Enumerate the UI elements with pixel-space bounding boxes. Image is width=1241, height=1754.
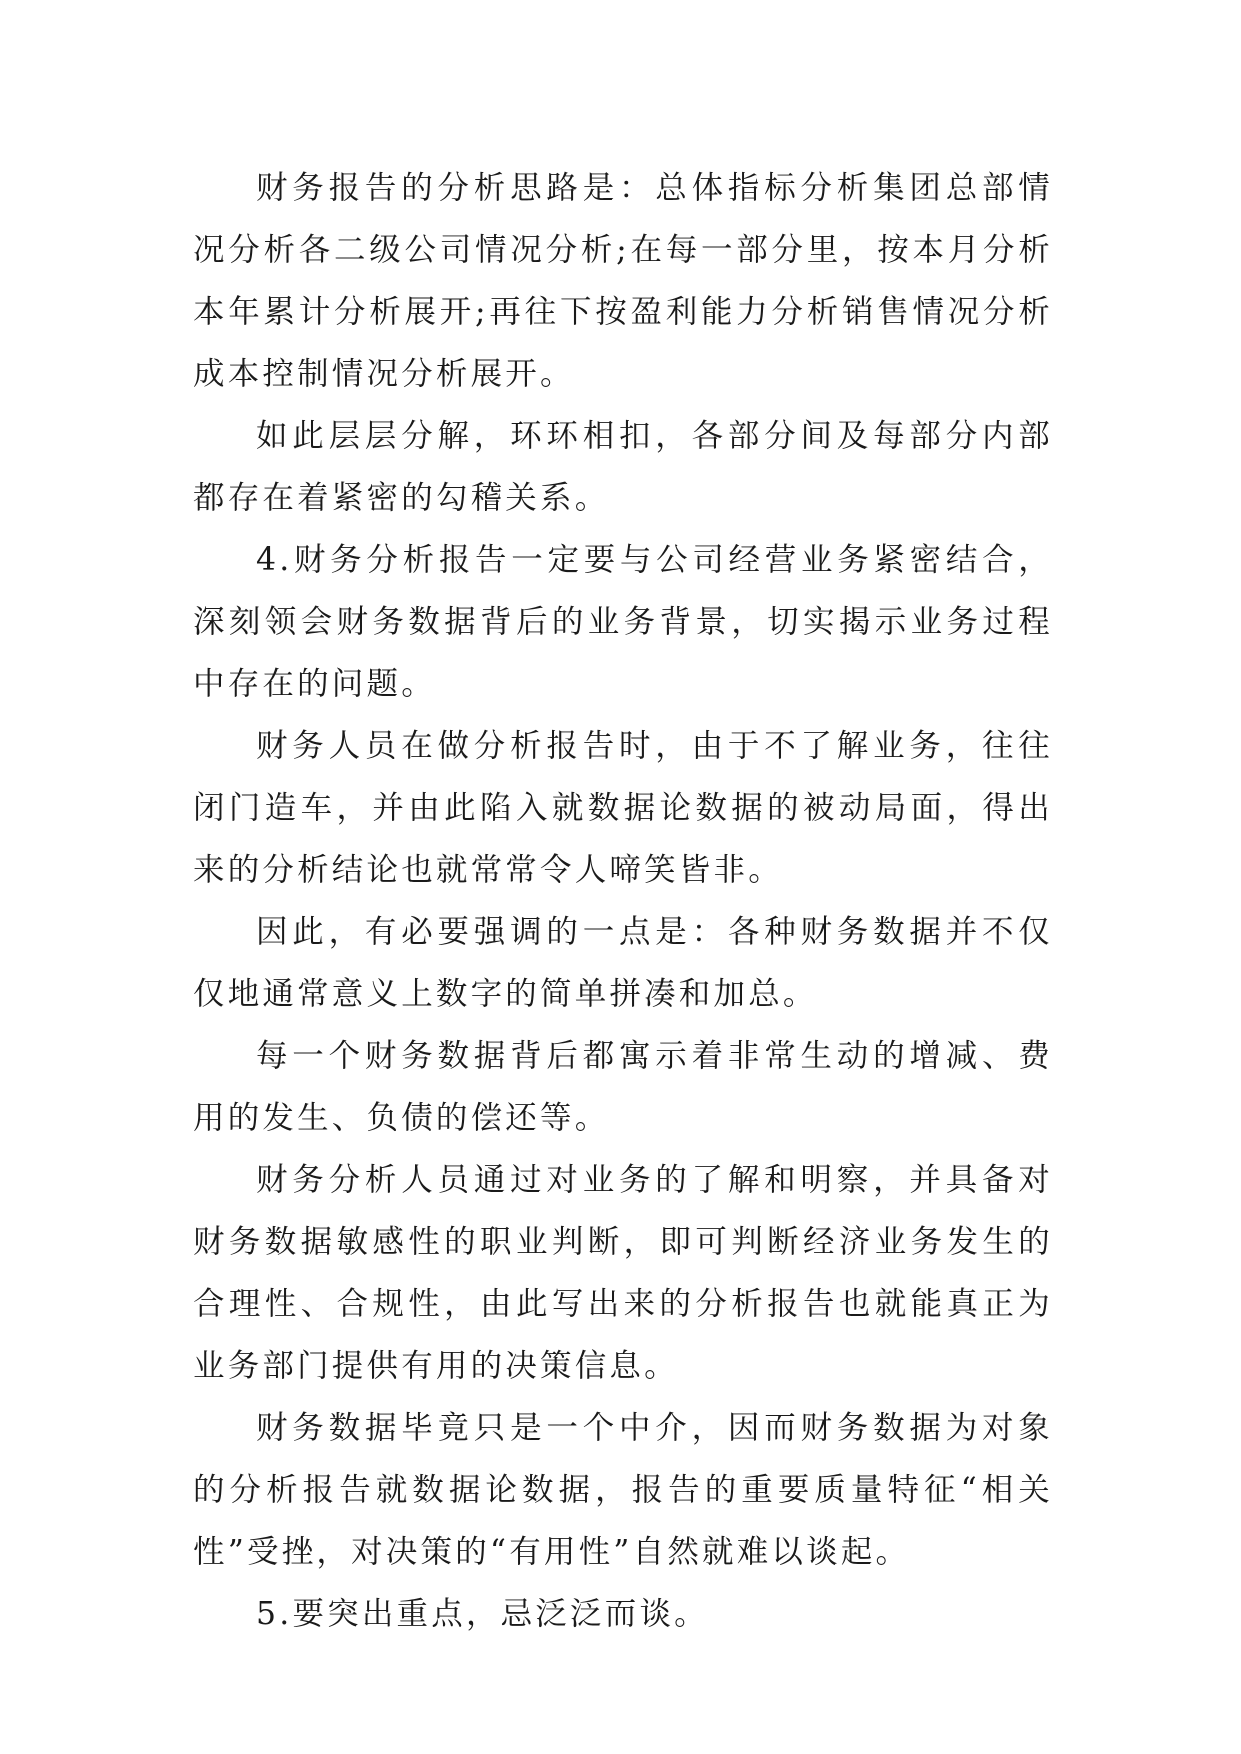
paragraph-staff-understanding: 财务人员在做分析报告时，由于不了解业务，往往闭门造车，并由此陷入就数据论数据的被动局面，得出来的分析结论也就常常令人啼笑皆非。 (193, 728, 1053, 888)
document-body (193, 157, 1053, 1645)
paragraph-analyst-judgement: 财务分析人员通过对业务的了解和明察，并具备对财务数据敏感性的职业判断，即可判断经济业务发生的合理性、合规性，由此写出来的分析报告也就能真正为业务部门提供有用的决策信息。 (193, 1162, 1053, 1384)
paragraph-layered-decomposition: 如此层层分解，环环相扣，各部分间及每部分内部都存在着紧密的勾稽关系。 (193, 418, 1053, 516)
paragraph-emphasis: 因此，有必要强调的一点是：各种财务数据并不仅仅地通常意义上数字的简单拼凑和加总。 (193, 914, 1053, 1012)
paragraph-analysis-approach: 财务报告的分析思路是：总体指标分析集团总部情况分析各二级公司情况分析;在每一部分里，按本月分析本年累计分析展开;再往下按盈利能力分析销售情况分析成本控制情况分析展开。 (193, 170, 1053, 392)
paragraph-data-meaning: 每一个财务数据背后都寓示着非常生动的增减、费用的发生、负债的偿还等。 (193, 1038, 1053, 1136)
paragraph-point-5: 5.要突出重点，忌泛泛而谈。 (256, 1596, 709, 1632)
paragraph-point-4: 4.财务分析报告一定要与公司经营业务紧密结合，深刻领会财务数据背后的业务背景，切实揭示业务过程中存在的问题。 (193, 542, 1053, 702)
paragraph-data-intermediary: 财务数据毕竟只是一个中介，因而财务数据为对象的分析报告就数据论数据，报告的重要质量特征“相关性”受挫，对决策的“有用性”自然就难以谈起。 (193, 1410, 1053, 1570)
